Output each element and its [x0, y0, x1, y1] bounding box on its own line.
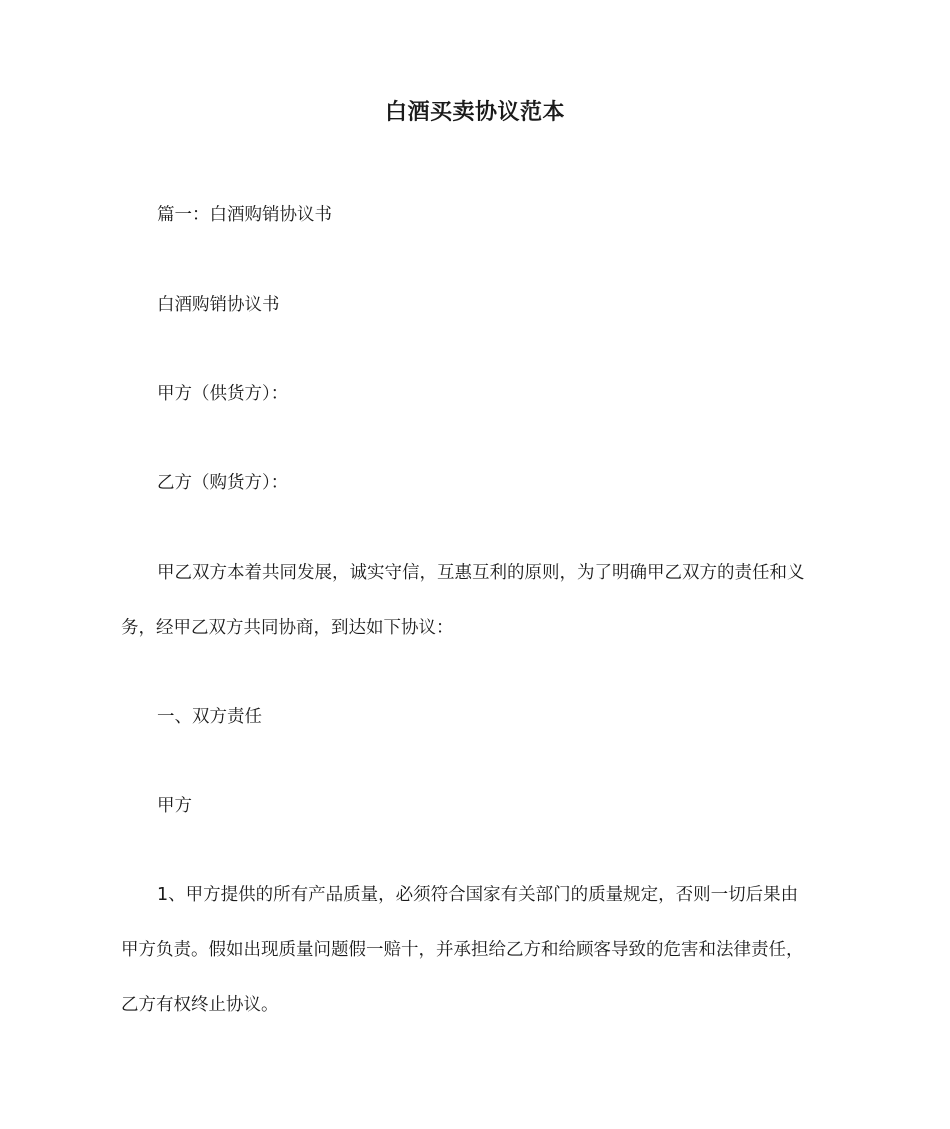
text-line: 甲方负责。假如出现质量问题假一赔十，并承担给乙方和给顾客导致的危害和法律责任， — [121, 940, 804, 960]
section-heading-part-one — [121, 188, 836, 243]
text-line: 一、双方责任 — [157, 707, 262, 727]
preamble-paragraph — [121, 546, 836, 656]
document-title: 白酒买卖协议范本 — [384, 100, 565, 125]
text-line: 甲方 — [157, 796, 192, 816]
party-a-heading — [121, 779, 836, 834]
text-line: 甲方（供货方）： — [157, 384, 289, 404]
clause-1-paragraph — [121, 868, 836, 1033]
text-line: 白酒购销协议书 — [157, 295, 280, 315]
agreement-subtitle — [121, 278, 836, 333]
text-line: 篇一：白酒购销协议书 — [157, 205, 332, 225]
text-line: 务，经甲乙双方共同协商，到达如下协议： — [121, 618, 454, 638]
text-line: 乙方有权终止协议。 — [121, 995, 279, 1015]
party-a-line — [121, 367, 836, 422]
party-b-line — [121, 456, 836, 511]
text-line: 乙方（购货方）： — [157, 473, 289, 493]
text-line: 甲乙双方本着共同发展，诚实守信，互惠互利的原则，为了明确甲乙双方的责任和义 — [157, 563, 805, 583]
section-heading-responsibilities — [121, 690, 836, 745]
text-line: 1、甲方提供的所有产品质量，必须符合国家有关部门的质量规定，否则一切后果由 — [157, 885, 799, 905]
